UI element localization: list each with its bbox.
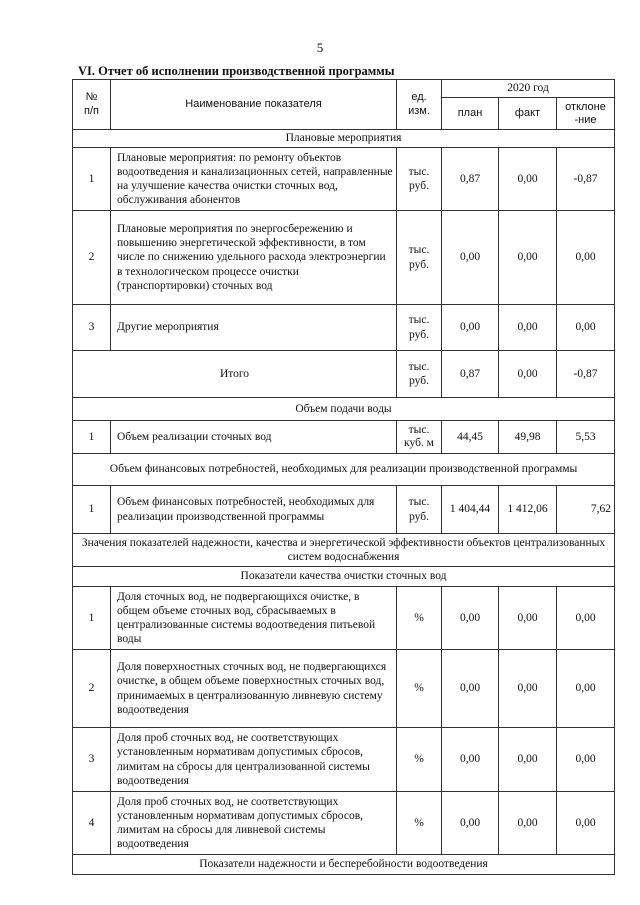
section-planned: Плановые мероприятия [73, 130, 615, 148]
row-name: Доля проб сточных вод, не соответствующих установленным нормативам допустимых сбросов, лимитам на сбросы для централизованной системы водоотведения [111, 728, 397, 792]
row-num: 1 [73, 587, 111, 650]
row-unit: тыс. куб. м [397, 421, 442, 454]
row-deviation: 7,62 [557, 486, 615, 534]
row-num: 2 [73, 650, 111, 728]
row-num: 1 [73, 421, 111, 454]
row-name: Объем финансовых потребностей, необходимых для реализации производственной программы [111, 486, 397, 534]
row-unit: тыс. руб. [397, 305, 442, 351]
header-plan: план [442, 98, 499, 130]
row-plan: 0,00 [442, 650, 499, 728]
row-unit: % [397, 650, 442, 728]
row-fact: 49,98 [499, 421, 557, 454]
total-row [73, 351, 615, 398]
row-name: Плановые мероприятия: по ремонту объектов водоотведения и канализационных сетей, направленные на улучшение качества очистки сточных вод, обслуживания абонентов [111, 148, 397, 211]
row-deviation: 0,00 [557, 305, 615, 351]
row-unit: тыс. руб. [397, 486, 442, 534]
row-plan: 0,87 [442, 148, 499, 211]
row-plan: 1 404,44 [442, 486, 499, 534]
table-row [73, 792, 615, 855]
header-num: № п/п [73, 80, 111, 130]
row-plan: 0,00 [442, 211, 499, 305]
row-plan: 0,00 [442, 587, 499, 650]
row-fact: 1 412,06 [499, 486, 557, 534]
row-fact: 0,00 [499, 650, 557, 728]
row-fact: 0,00 [499, 351, 557, 398]
page-number: 5 [316, 40, 324, 55]
row-num: 2 [73, 211, 111, 305]
row-plan: 0,00 [442, 792, 499, 855]
section-title: VI. Отчет об исполнении производственной программы [78, 64, 395, 78]
table-row [73, 486, 615, 534]
row-fact: 0,00 [499, 211, 557, 305]
row-plan: 44,45 [442, 421, 499, 454]
row-deviation: 5,53 [557, 421, 615, 454]
row-deviation: 0,00 [557, 728, 615, 792]
row-num: 1 [73, 486, 111, 534]
header-fact: факт [499, 98, 557, 130]
row-num: 3 [73, 305, 111, 351]
row-num: 1 [73, 148, 111, 211]
row-num: 3 [73, 728, 111, 792]
header-unit: ед. изм. [397, 80, 442, 130]
table-row [73, 650, 615, 728]
table-row [73, 211, 615, 305]
header-year: 2020 год [442, 80, 615, 98]
table-row [73, 587, 615, 650]
row-fact: 0,00 [499, 148, 557, 211]
row-name: Доля проб сточных вод, не соответствующих установленным нормативам допустимых сбросов, лимитам на сбросы для ливневой системы водоотведения [111, 792, 397, 855]
row-unit: % [397, 792, 442, 855]
row-deviation: -0,87 [557, 351, 615, 398]
section-finance: Объем финансовых потребностей, необходимых для реализации производственной программы [73, 454, 615, 486]
report-table [72, 79, 615, 875]
section-volume: Объем подачи воды [73, 398, 615, 421]
row-unit: % [397, 728, 442, 792]
row-fact: 0,00 [499, 728, 557, 792]
section-quality: Показатели качества очистки сточных вод [73, 567, 615, 587]
row-fact: 0,00 [499, 587, 557, 650]
total-label: Итого [73, 351, 397, 398]
header-deviation: отклоне -ние [557, 98, 615, 130]
table-row [73, 305, 615, 351]
row-name: Объем реализации сточных вод [111, 421, 397, 454]
section-reliability: Показатели надежности и бесперебойности водоотведения [73, 855, 615, 875]
row-deviation: 0,00 [557, 211, 615, 305]
row-deviation: 0,00 [557, 650, 615, 728]
row-plan: 0,00 [442, 728, 499, 792]
row-unit: тыс. руб. [397, 148, 442, 211]
row-plan: 0,00 [442, 305, 499, 351]
table-row [73, 421, 615, 454]
section-reliability-values: Значения показателей надежности, качества и энергетической эффективности объектов централизованных систем водоснабжения [73, 534, 615, 567]
row-unit: тыс. руб. [397, 211, 442, 305]
row-name: Плановые мероприятия по энергосбережению и повышению энергетической эффективности, в том числе по снижению удельного расхода электроэнергии в технологическом процессе очистки (транспортировки) сточных вод [111, 211, 397, 305]
row-deviation: 0,00 [557, 587, 615, 650]
row-fact: 0,00 [499, 305, 557, 351]
row-fact: 0,00 [499, 792, 557, 855]
row-num: 4 [73, 792, 111, 855]
header-name: Наименование показателя [111, 80, 397, 130]
table-row [73, 148, 615, 211]
row-name: Доля сточных вод, не подвергающихся очистке, в общем объеме сточных вод, сбрасываемых в централизованные системы водоотведения питьевой воды [111, 587, 397, 650]
row-name: Другие мероприятия [111, 305, 397, 351]
row-name: Доля поверхностных сточных вод, не подвергающихся очистке, в общем объеме поверхностных сточных вод, принимаемых в централизованную ливневую систему водоотведения [111, 650, 397, 728]
row-deviation: -0,87 [557, 148, 615, 211]
row-plan: 0,87 [442, 351, 499, 398]
row-unit: тыс. руб. [397, 351, 442, 398]
table-row [73, 728, 615, 792]
row-unit: % [397, 587, 442, 650]
row-deviation: 0,00 [557, 792, 615, 855]
